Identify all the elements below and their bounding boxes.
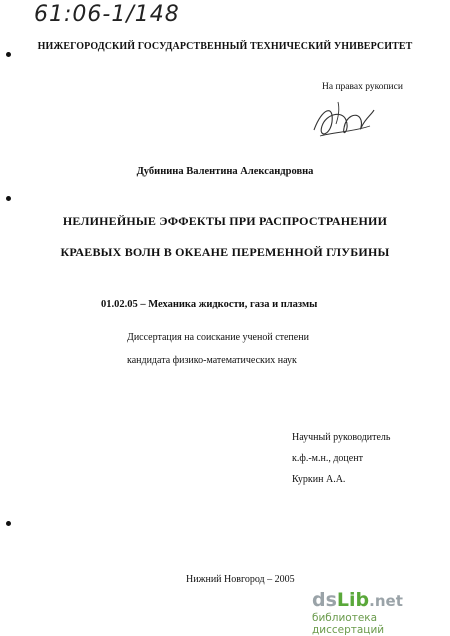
dissertation-degree-line-2: кандидата физико-математических наук xyxy=(127,355,297,366)
handwritten-catalog-number: 61:06-1/148 xyxy=(34,2,180,27)
dslib-watermark xyxy=(312,590,446,636)
watermark-ds: ds xyxy=(312,589,337,611)
margin-bullet-bottom xyxy=(6,521,11,526)
dissertation-degree-line-1: Диссертация на соискание ученой степени xyxy=(127,332,309,343)
handwritten-signature xyxy=(308,96,378,151)
watermark-net: .net xyxy=(369,592,403,610)
watermark-logo xyxy=(312,590,446,611)
thesis-title-line-2: КРАЕВЫХ ВОЛН В ОКЕАНЕ ПЕРЕМЕННОЙ ГЛУБИНЫ xyxy=(60,245,390,259)
margin-bullet-middle xyxy=(6,196,11,201)
supervisor-name: Куркин А.А. xyxy=(292,474,346,485)
supervisor-degree: к.ф.-м.н., доцент xyxy=(292,453,363,464)
thesis-title-line-1: НЕЛИНЕЙНЫЕ ЭФФЕКТЫ ПРИ РАСПРОСТРАНЕНИИ xyxy=(62,214,388,228)
watermark-lib: Lib xyxy=(336,589,370,611)
margin-bullet-top xyxy=(6,52,11,57)
university-name: НИЖЕГОРОДСКИЙ ГОСУДАРСТВЕННЫЙ ТЕХНИЧЕСКИЙ УНИВЕРСИТЕТ xyxy=(37,41,413,52)
watermark-subtitle: библиотека диссертаций xyxy=(312,612,385,636)
author-name: Дубинина Валентина Александровна xyxy=(136,166,314,177)
supervisor-role: Научный руководитель xyxy=(292,432,391,443)
city-year: Нижний Новгород – 2005 xyxy=(186,574,295,585)
specialty-code: 01.02.05 – Механика жидкости, газа и плазмы xyxy=(101,299,318,310)
manuscript-rights-note: На правах рукописи xyxy=(322,82,403,92)
